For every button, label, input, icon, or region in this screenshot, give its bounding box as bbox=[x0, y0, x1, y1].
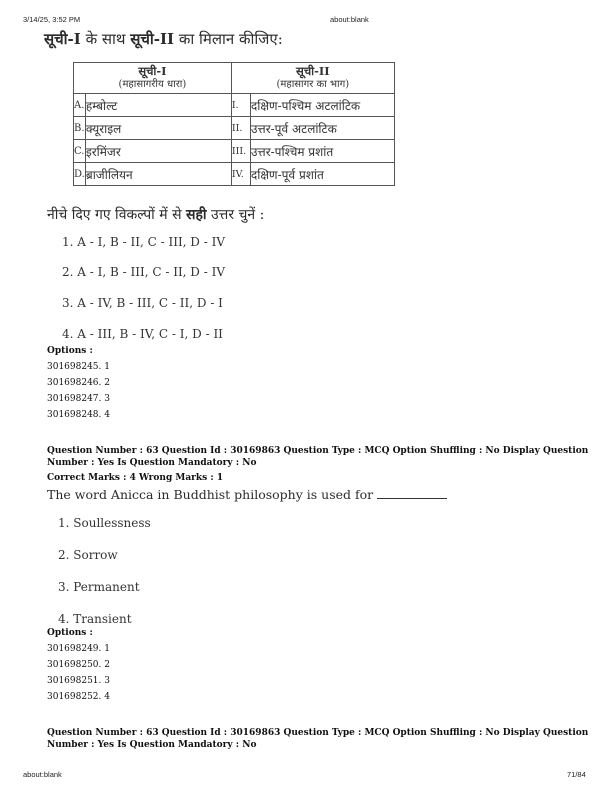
option-id: 301698250. 2 bbox=[47, 660, 110, 670]
list1-subheader: (महासागरीय धारा) bbox=[118, 79, 187, 90]
match-table-header bbox=[74, 63, 395, 94]
list1-header-cell bbox=[74, 63, 232, 94]
row-current: क्यूराइल bbox=[85, 117, 231, 140]
instruction-emphasis: सही bbox=[186, 207, 207, 223]
instruction-suffix: उत्तर चुनें : bbox=[206, 207, 265, 223]
table-row bbox=[74, 163, 395, 186]
choice-item: 4. A - III, B - IV, C - I, D - II bbox=[62, 327, 223, 341]
table-row bbox=[74, 140, 395, 163]
question-text bbox=[47, 487, 447, 502]
list2-subheader: (महासागर का भाग) bbox=[276, 79, 350, 90]
instruction bbox=[47, 205, 264, 224]
row-letter: D. bbox=[74, 163, 86, 186]
options-label: Options : bbox=[47, 346, 93, 356]
choice-item: 2. A - I, B - III, C - II, D - IV bbox=[62, 265, 226, 279]
option-id: 301698247. 3 bbox=[47, 394, 110, 404]
option-id: 301698248. 4 bbox=[47, 410, 110, 420]
match-table bbox=[73, 62, 395, 186]
row-current: इरमिंजर bbox=[85, 140, 231, 163]
question-marks: Correct Marks : 4 Wrong Marks : 1 bbox=[47, 473, 224, 483]
question-meta: Question Number : 63 Question Id : 30169863 Question Type : MCQ Option Shuffling : No Display Question bbox=[47, 446, 589, 456]
title-list2: सूची-II bbox=[130, 30, 175, 48]
row-ocean-part: उत्तर-पूर्व अटलांटिक bbox=[250, 117, 394, 140]
choice-item: 3. A - IV, B - III, C - II, D - I bbox=[62, 296, 223, 310]
row-numeral: IV. bbox=[231, 163, 250, 186]
row-ocean-part: दक्षिण-पूर्व प्रशांत bbox=[250, 163, 394, 186]
row-numeral: II. bbox=[231, 117, 250, 140]
row-letter: A. bbox=[74, 94, 86, 117]
answer-blank bbox=[377, 488, 447, 499]
question-text-body: The word Anicca in Buddhist philosophy is used for bbox=[47, 487, 374, 502]
option-id: 301698252. 4 bbox=[47, 692, 110, 702]
footer-url: about:blank bbox=[23, 770, 62, 779]
list1-header: सूची-I bbox=[138, 64, 167, 78]
row-current: हम्बोल्ट bbox=[85, 94, 231, 117]
row-letter: C. bbox=[74, 140, 86, 163]
page-number: 71/84 bbox=[567, 770, 586, 779]
print-url: about:blank bbox=[330, 15, 369, 24]
option-id: 301698251. 3 bbox=[47, 676, 110, 686]
row-numeral: III. bbox=[231, 140, 250, 163]
question-meta-cont: Number : Yes Is Question Mandatory : No bbox=[47, 458, 257, 468]
print-datetime: 3/14/25, 3:52 PM bbox=[23, 15, 81, 24]
row-current: ब्राजीलियन bbox=[85, 163, 231, 186]
title-list1: सूची-I bbox=[44, 30, 81, 48]
row-letter: B. bbox=[74, 117, 86, 140]
option-id: 301698245. 1 bbox=[47, 362, 110, 372]
list2-header-cell bbox=[231, 63, 394, 94]
instruction-prefix: नीचे दिए गए विकल्पों में से bbox=[47, 207, 186, 223]
table-row bbox=[74, 117, 395, 140]
option-id: 301698246. 2 bbox=[47, 378, 110, 388]
choice-item: 1. Soullessness bbox=[58, 516, 151, 530]
choice-item: 3. Permanent bbox=[58, 580, 140, 594]
choice-item: 1. A - I, B - II, C - III, D - IV bbox=[62, 235, 226, 249]
row-ocean-part: उत्तर-पश्चिम प्रशांत bbox=[250, 140, 394, 163]
row-ocean-part: दक्षिण-पश्चिम अटलांटिक bbox=[250, 94, 394, 117]
title-connector: के साथ bbox=[80, 30, 131, 48]
options-label: Options : bbox=[47, 628, 93, 638]
choice-item: 2. Sorrow bbox=[58, 548, 118, 562]
row-numeral: I. bbox=[231, 94, 250, 117]
question-title bbox=[44, 29, 283, 49]
option-id: 301698249. 1 bbox=[47, 644, 110, 654]
title-suffix: का मिलान कीजिए: bbox=[174, 30, 283, 48]
choice-item: 4. Transient bbox=[58, 612, 132, 626]
question-meta-cont: Number : Yes Is Question Mandatory : No bbox=[47, 740, 257, 750]
list2-header: सूची-II bbox=[296, 64, 330, 78]
question-meta: Question Number : 63 Question Id : 30169863 Question Type : MCQ Option Shuffling : No Display Question bbox=[47, 728, 589, 738]
table-row bbox=[74, 94, 395, 117]
